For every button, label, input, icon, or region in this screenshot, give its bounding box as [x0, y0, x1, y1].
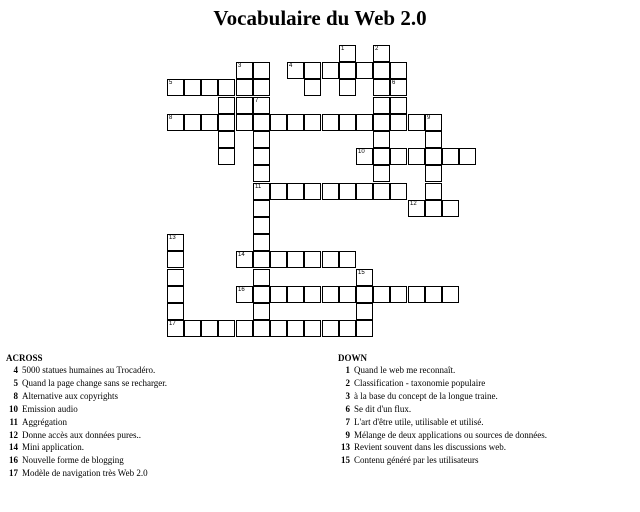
- clue-text: Alternative aux copyrights: [22, 390, 118, 401]
- grid-cell: [167, 79, 184, 96]
- down-clue: [338, 429, 547, 442]
- clue-number: 9: [345, 429, 350, 440]
- clue-text: Mélange de deux applications ou sources de données.: [354, 429, 547, 440]
- grid-cell: [442, 286, 459, 303]
- grid-cell: [201, 320, 218, 337]
- clue-number: 15: [341, 455, 350, 466]
- grid-cell: [167, 234, 184, 251]
- grid-cell: [253, 303, 270, 320]
- grid-cell: [459, 148, 476, 165]
- grid-cell: [236, 320, 253, 337]
- grid-cell: [304, 286, 321, 303]
- cell-number: 15: [358, 270, 365, 276]
- across-clue: [6, 441, 167, 454]
- grid-cell: [442, 200, 459, 217]
- grid-cell: [253, 251, 270, 268]
- grid-cell: [373, 131, 390, 148]
- grid-cell: [373, 183, 390, 200]
- grid-cell: [356, 303, 373, 320]
- grid-cell: [373, 97, 390, 114]
- grid-cell: [287, 320, 304, 337]
- grid-cell: [253, 97, 270, 114]
- clue-number: 1: [345, 365, 350, 375]
- grid-cell: [270, 286, 287, 303]
- grid-cell: [167, 269, 184, 286]
- down-clue: [338, 364, 547, 377]
- grid-cell: [236, 114, 253, 131]
- cell-number: 17: [169, 321, 176, 327]
- grid-cell: [253, 234, 270, 251]
- cell-number: 9: [427, 115, 431, 121]
- grid-cell: [253, 62, 270, 79]
- grid-cell: [287, 183, 304, 200]
- clue-number: 10: [9, 403, 18, 414]
- across-heading: ACROSS: [6, 353, 43, 363]
- cell-number: 4: [289, 63, 293, 69]
- clue-text: Classification - taxonomie populaire: [354, 377, 486, 388]
- grid-cell: [236, 62, 253, 79]
- grid-cell: [390, 148, 407, 165]
- down-clue: [338, 377, 547, 390]
- clue-text: L'art d'être utile, utilisable et utilisé.: [354, 416, 484, 427]
- grid-cell: [425, 165, 442, 182]
- grid-cell: [390, 62, 407, 79]
- grid-cell: [270, 183, 287, 200]
- clue-number: 12: [9, 429, 18, 440]
- clue-number: 14: [9, 442, 18, 453]
- grid-cell: [425, 200, 442, 217]
- grid-cell: [253, 165, 270, 182]
- cell-number: 8: [169, 115, 173, 121]
- grid-cell: [287, 62, 304, 79]
- clue-text: Emission audio: [22, 403, 78, 414]
- grid-cell: [322, 251, 339, 268]
- grid-cell: [236, 251, 253, 268]
- down-heading: DOWN: [338, 353, 367, 363]
- grid-cell: [253, 114, 270, 131]
- grid-cell: [304, 251, 321, 268]
- grid-cell: [356, 114, 373, 131]
- across-clue: [6, 454, 167, 467]
- grid-cell: [167, 251, 184, 268]
- grid-cell: [425, 183, 442, 200]
- grid-cell: [373, 286, 390, 303]
- grid-cell: [356, 269, 373, 286]
- cell-number: 2: [375, 46, 379, 52]
- clue-number: 5: [13, 377, 18, 388]
- grid-cell: [218, 79, 235, 96]
- clue-number: 2: [345, 377, 350, 388]
- clue-text: Mini application.: [22, 442, 84, 453]
- across-clue: [6, 390, 167, 403]
- across-clue: [6, 377, 167, 390]
- grid-cell: [356, 183, 373, 200]
- clue-text: Contenu généré par les utilisateurs: [354, 455, 479, 466]
- grid-cell: [339, 183, 356, 200]
- grid-cell: [270, 114, 287, 131]
- grid-cell: [304, 79, 321, 96]
- across-clue-list: [6, 364, 167, 480]
- cell-number: 13: [169, 235, 176, 241]
- clue-text: Donne accès aux données pures..: [22, 429, 141, 440]
- grid-cell: [167, 114, 184, 131]
- grid-cell: [167, 320, 184, 337]
- down-clue: [338, 416, 547, 429]
- across-clue: [6, 403, 167, 416]
- clue-text: Modèle de navigation très Web 2.0: [22, 468, 148, 479]
- grid-cell: [218, 97, 235, 114]
- clue-text: 5000 statues humaines au Trocadéro.: [22, 365, 156, 375]
- grid-cell: [253, 217, 270, 234]
- grid-cell: [390, 286, 407, 303]
- cell-number: 11: [255, 184, 262, 190]
- across-clue: [6, 467, 167, 480]
- grid-cell: [322, 114, 339, 131]
- clue-number: 7: [345, 416, 350, 427]
- grid-cell: [390, 79, 407, 96]
- cell-number: 7: [255, 98, 259, 104]
- grid-cell: [270, 320, 287, 337]
- grid-cell: [201, 114, 218, 131]
- across-clues: [6, 352, 167, 480]
- cell-number: 10: [358, 149, 365, 155]
- grid-cell: [390, 183, 407, 200]
- clue-number: 11: [9, 416, 18, 427]
- clue-number: 3: [345, 390, 350, 401]
- clue-text: à la base du concept de la longue traine.: [354, 390, 498, 401]
- clue-number: 17: [9, 468, 18, 479]
- grid-cell: [304, 320, 321, 337]
- grid-cell: [253, 131, 270, 148]
- clue-number: 16: [9, 455, 18, 466]
- clue-text: Aggrégation: [22, 416, 67, 427]
- grid-cell: [425, 114, 442, 131]
- clue-text: Se dit d'un flux.: [354, 403, 412, 414]
- clue-number: 6: [345, 403, 350, 414]
- cell-number: 6: [392, 80, 396, 86]
- grid-cell: [425, 148, 442, 165]
- grid-cell: [373, 114, 390, 131]
- grid-cell: [322, 320, 339, 337]
- grid-cell: [253, 320, 270, 337]
- grid-cell: [253, 286, 270, 303]
- down-clue: [338, 403, 547, 416]
- clue-text: Quand la page change sans se recharger.: [22, 377, 168, 388]
- clue-number: 4: [13, 365, 18, 375]
- grid-cell: [270, 251, 287, 268]
- grid-cell: [304, 114, 321, 131]
- grid-cell: [167, 303, 184, 320]
- grid-cell: [184, 114, 201, 131]
- cell-number: 14: [238, 252, 245, 258]
- grid-cell: [236, 79, 253, 96]
- grid-cell: [339, 251, 356, 268]
- grid-cell: [390, 97, 407, 114]
- down-clue: [338, 441, 547, 454]
- grid-cell: [287, 251, 304, 268]
- grid-cell: [322, 286, 339, 303]
- grid-cell: [442, 148, 459, 165]
- grid-cell: [253, 79, 270, 96]
- grid-cell: [373, 62, 390, 79]
- grid-cell: [322, 183, 339, 200]
- grid-cell: [373, 165, 390, 182]
- grid-cell: [201, 79, 218, 96]
- clue-text: Quand le web me reconnaît.: [354, 365, 456, 375]
- grid-cell: [408, 148, 425, 165]
- clue-number: 8: [13, 390, 18, 401]
- across-clue: [6, 364, 167, 377]
- across-clue: [6, 416, 167, 429]
- grid-cell: [339, 62, 356, 79]
- clue-text: Nouvelle forme de blogging: [22, 455, 124, 466]
- grid-cell: [356, 286, 373, 303]
- cell-number: 12: [410, 201, 417, 207]
- grid-cell: [339, 45, 356, 62]
- clue-number: 13: [341, 442, 350, 453]
- grid-cell: [304, 183, 321, 200]
- grid-cell: [184, 79, 201, 96]
- cell-number: 16: [238, 287, 245, 293]
- grid-cell: [425, 131, 442, 148]
- grid-cell: [236, 97, 253, 114]
- across-clue: [6, 429, 167, 442]
- grid-cell: [218, 320, 235, 337]
- down-clue: [338, 390, 547, 403]
- grid-cell: [253, 269, 270, 286]
- grid-cell: [356, 148, 373, 165]
- grid-cell: [287, 286, 304, 303]
- down-clues: [338, 352, 547, 467]
- grid-cell: [236, 286, 253, 303]
- grid-cell: [218, 114, 235, 131]
- grid-cell: [390, 114, 407, 131]
- clue-text: Revient souvent dans les discussions web.: [354, 442, 506, 453]
- grid-cell: [408, 200, 425, 217]
- down-clue: [338, 454, 547, 467]
- grid-cell: [408, 114, 425, 131]
- grid-cell: [356, 320, 373, 337]
- grid-cell: [218, 131, 235, 148]
- grid-cell: [339, 114, 356, 131]
- grid-cell: [356, 62, 373, 79]
- grid-cell: [373, 79, 390, 96]
- down-clue-list: [338, 364, 547, 467]
- grid-cell: [253, 148, 270, 165]
- cell-number: 1: [341, 46, 345, 52]
- puzzle-title: Vocabulaire du Web 2.0: [213, 6, 427, 30]
- grid-cell: [339, 286, 356, 303]
- grid-cell: [167, 286, 184, 303]
- grid-cell: [339, 320, 356, 337]
- grid-cell: [373, 45, 390, 62]
- cell-number: 5: [169, 80, 173, 86]
- grid-cell: [373, 148, 390, 165]
- grid-cell: [218, 148, 235, 165]
- grid-cell: [339, 79, 356, 96]
- grid-cell: [287, 114, 304, 131]
- grid-cell: [253, 200, 270, 217]
- grid-cell: [408, 286, 425, 303]
- cell-number: 3: [238, 63, 242, 69]
- grid-cell: [425, 286, 442, 303]
- grid-cell: [304, 62, 321, 79]
- grid-cell: [253, 183, 270, 200]
- grid-cell: [322, 62, 339, 79]
- grid-cell: [184, 320, 201, 337]
